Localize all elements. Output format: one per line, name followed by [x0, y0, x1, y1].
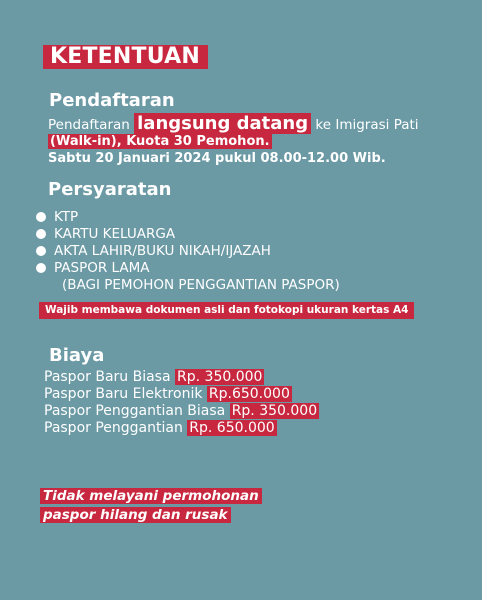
pendaftaran-suffix: ke Imigrasi Pati: [315, 117, 419, 133]
list-item: PASPOR LAMA (BAGI PEMOHON PENGGANTIAN PASPOR): [36, 260, 340, 294]
document-notice: Wajib membawa dokumen asli dan fotokopi ukuran kertas A4: [39, 302, 414, 319]
fee-price: Rp. 650.000: [189, 420, 275, 436]
fee-price: Rp. 350.000: [177, 369, 263, 385]
walkin-highlight: (Walk-in), Kuota 30 Pemohon.: [50, 134, 270, 149]
walkin-line: [48, 133, 272, 150]
pendaftaran-prefix: Pendaftaran: [48, 117, 130, 133]
pendaftaran-heading: Pendaftaran: [49, 90, 175, 111]
warning-line-1: Tidak melayani permohonan: [40, 488, 262, 504]
fee-price: Rp. 350.000: [231, 403, 318, 419]
fee-row: Paspor Baru Biasa Rp. 350.000: [44, 369, 263, 385]
fee-list: [44, 369, 319, 437]
schedule-line: Sabtu 20 Januari 2024 pukul 08.00-12.00 Wib.: [48, 151, 386, 166]
fee-row: Paspor Baru Elektronik Rp.650.000: [44, 386, 290, 402]
list-item: AKTA LAHIR/BUKU NIKAH/IJAZAH: [36, 243, 340, 260]
list-item: KTP: [36, 209, 340, 226]
persyaratan-list: [36, 209, 340, 294]
fee-row: Paspor Penggantian Rp. 650.000: [44, 420, 275, 436]
fee-price: Rp.650.000: [208, 386, 290, 402]
pendaftaran-line: [48, 114, 419, 134]
bullet-icon: [36, 263, 46, 273]
bullet-icon: [36, 212, 46, 222]
bullet-icon: [36, 246, 46, 256]
list-item: KARTU KELUARGA: [36, 226, 340, 243]
langsung-datang-highlight: langsung datang: [134, 113, 311, 134]
persyaratan-heading: Persyaratan: [48, 179, 172, 200]
bullet-icon: [36, 229, 46, 239]
fee-row: Paspor Penggantian Biasa Rp. 350.000: [44, 403, 318, 419]
page-title: KETENTUAN: [43, 45, 208, 69]
warning-note: [40, 487, 262, 525]
list-item-note: (BAGI PEMOHON PENGGANTIAN PASPOR): [62, 277, 340, 293]
warning-line-2: paspor hilang dan rusak: [40, 507, 231, 523]
biaya-heading: Biaya: [49, 345, 105, 366]
